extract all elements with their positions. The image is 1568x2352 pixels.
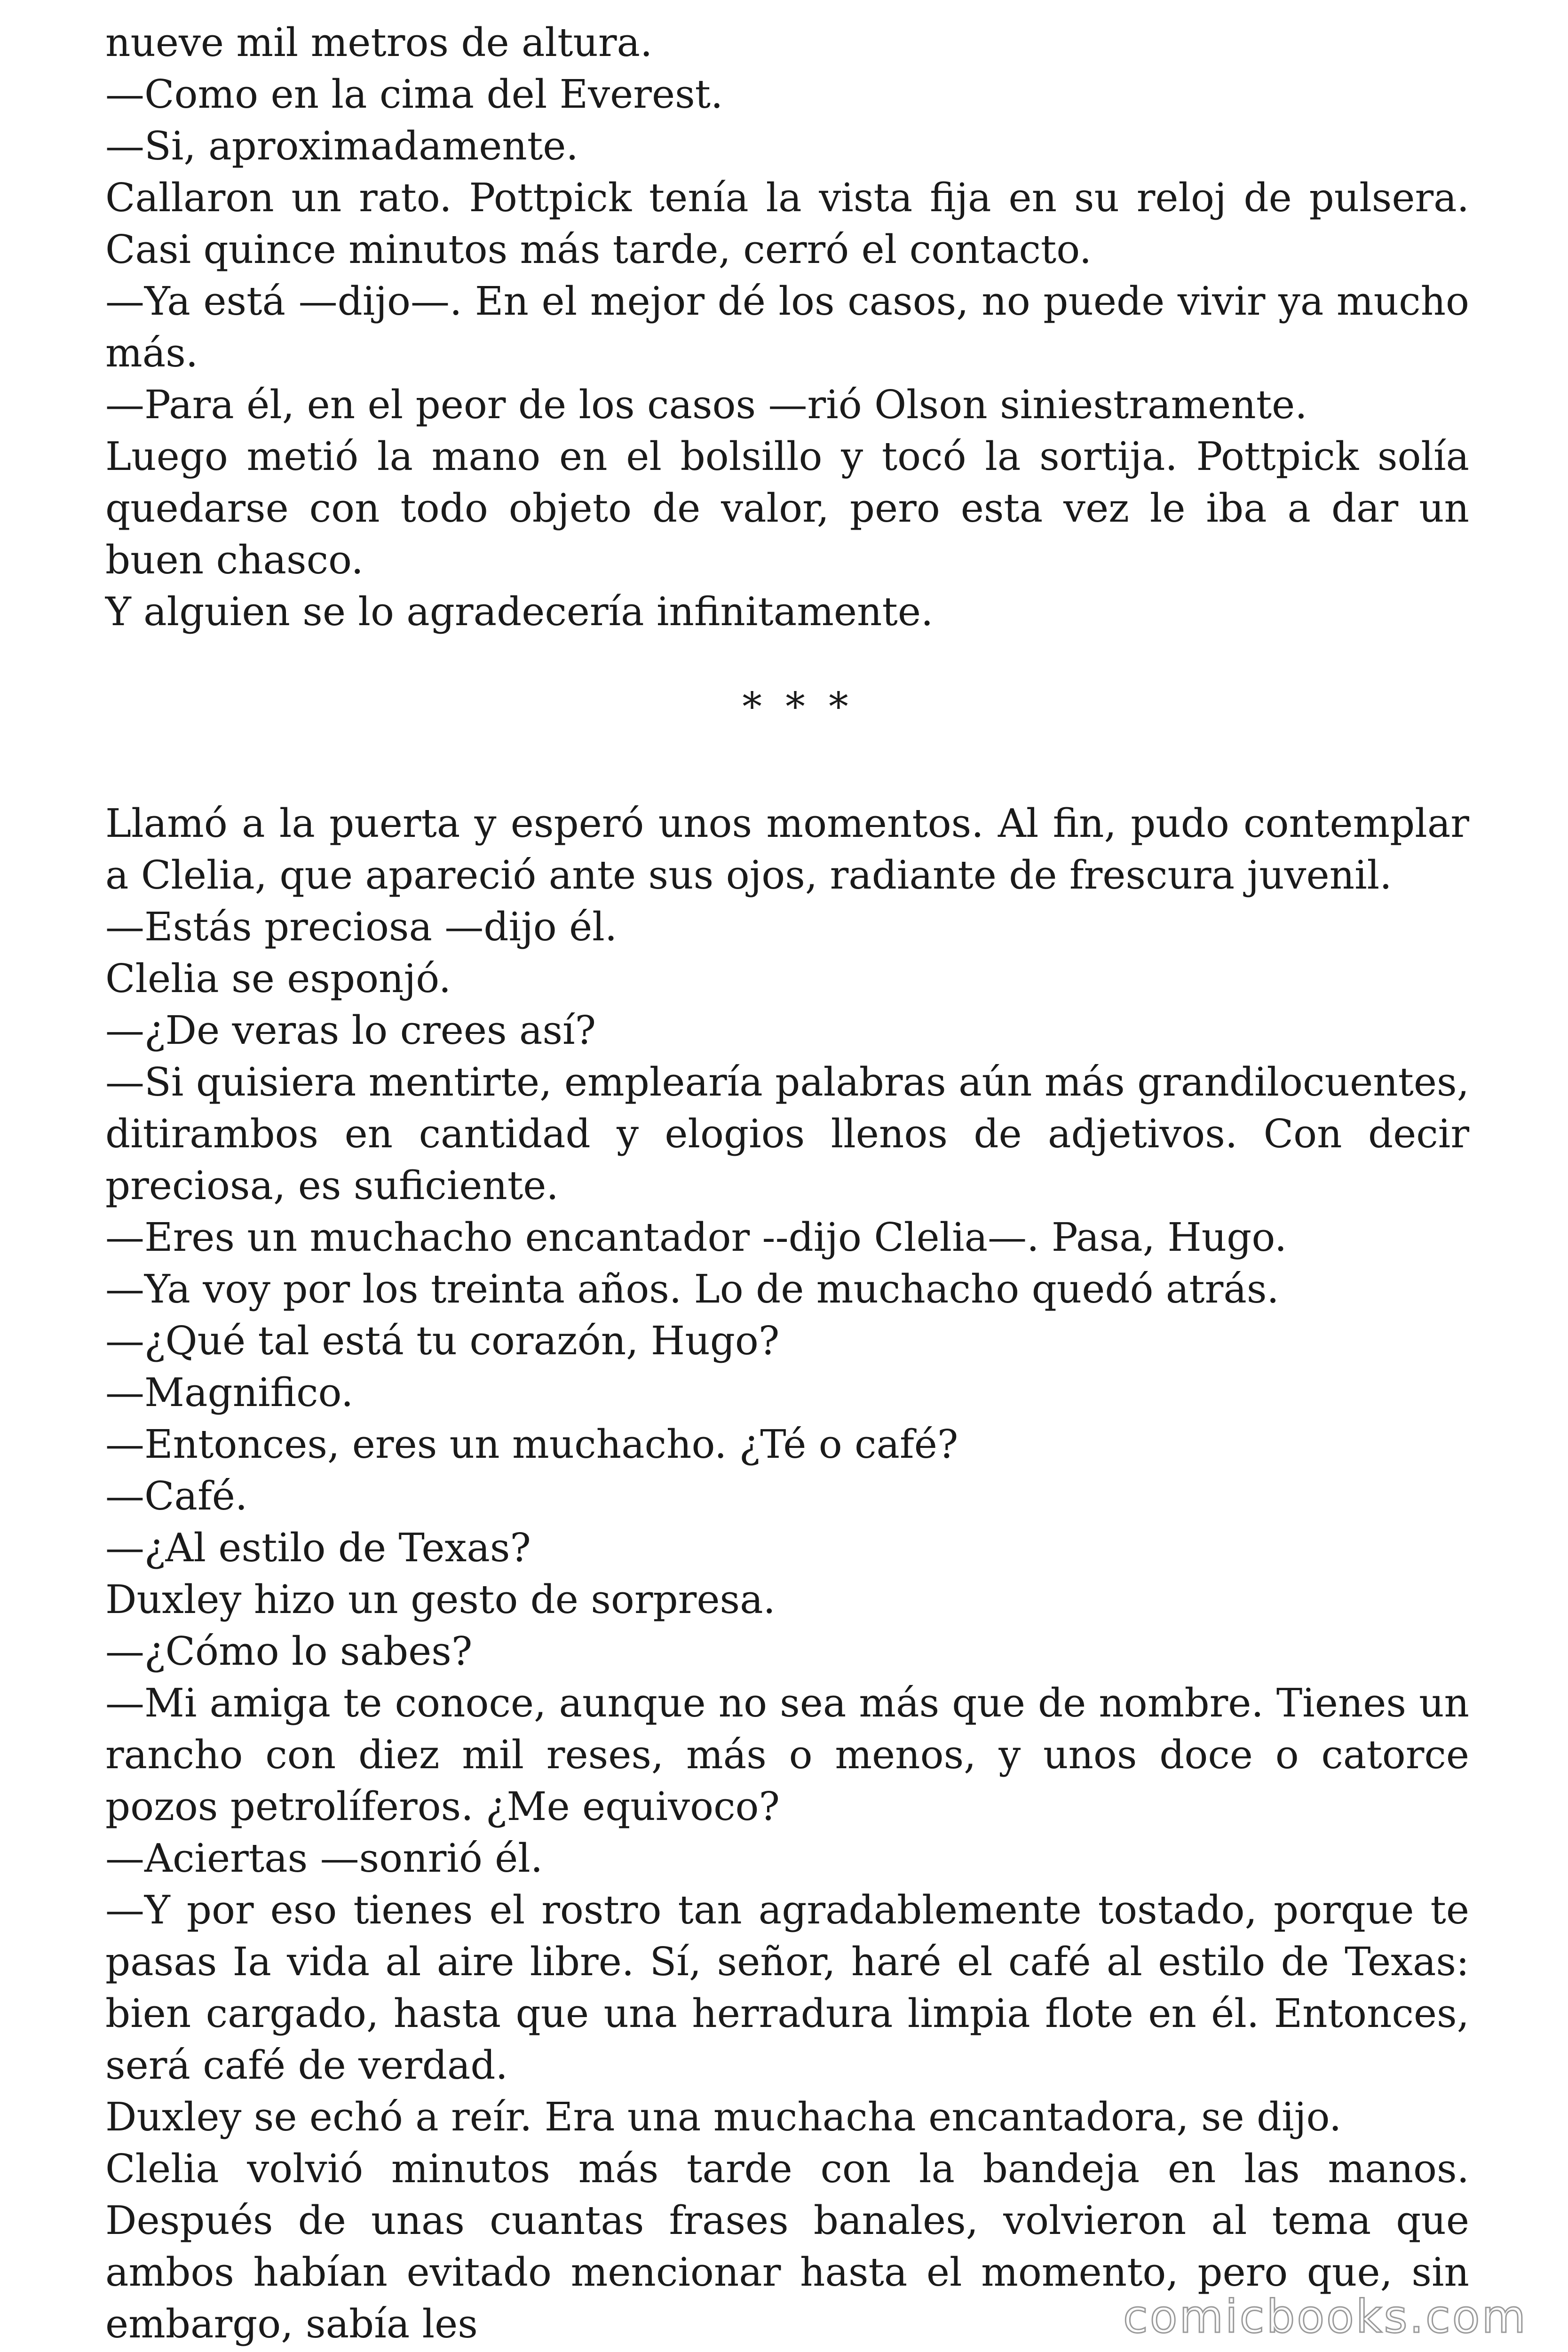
paragraph: —Ya está —dijo—. En el mejor dé los casos, no puede vivir ya mucho más. [105,278,1469,376]
paragraph: Llamó a la puerta y esperó unos momentos. Al fin, pudo contemplar a Clelia, que apareció ante sus ojos, radiante de frescura juvenil. [105,801,1469,898]
paragraph: Duxley se echó a reír. Era una muchacha encantadora, se dijo. [105,2094,1342,2140]
paragraph: —Eres un muchacho encantador --dijo Clelia—. Pasa, Hugo. [105,1215,1287,1260]
section-separator: * * * [742,684,854,730]
paragraph: —Entonces, eres un muchacho. ¿Té o café? [105,1422,958,1467]
paragraph: —Ya voy por los treinta años. Lo de muchacho quedó atrás. [105,1266,1279,1312]
paragraph: —Para él, en el peor de los casos —rió Olson siniestramente. [105,382,1307,428]
paragraph: —Aciertas —sonrió él. [105,1836,543,1881]
paragraph: —Si, aproximadamente. [105,123,578,169]
paragraph: Clelia se esponjó. [105,956,451,1001]
paragraph: —¿Qué tal está tu corazón, Hugo? [105,1318,780,1364]
paragraph: —Café. [105,1473,248,1519]
paragraph: Duxley hizo un gesto de sorpresa. [105,1577,776,1622]
paragraph: —Y por eso tienes el rostro tan agradablemente tostado, porque te pasas Ia vida al aire libre. Sí, señor, haré el café al estilo de Texas: bien cargado, hasta que una herradura limpia flote en él. Entonces, será café de verdad. [105,1887,1469,2088]
watermark: comicbooks.com [1123,2290,1528,2343]
paragraph: Callaron un rato. Pottpick tenía la vista fija en su reloj de pulsera. Casi quince minutos más tarde, cerró el contacto. [105,175,1469,272]
paragraph: —¿Cómo lo sabes? [105,1629,473,1674]
paragraph: —Estás preciosa —dijo él. [105,904,618,950]
text-block-top [105,17,1469,638]
paragraph: Y alguien se lo agradecería infinitamente. [105,589,934,635]
paragraph: Luego metió la mano en el bolsillo y tocó la sortija. Pottpick solía quedarse con todo objeto de valor, pero esta vez le iba a dar un buen chasco. [105,434,1469,583]
paragraph: —Si quisiera mentirte, emplearía palabras aún más grandilocuentes, ditirambos en cantidad y elogios llenos de adjetivos. Con decir preciosa, es suficiente. [105,1059,1469,1208]
paragraph: Clelia volvió minutos más tarde con la bandeja en las manos. Después de unas cuantas frases banales, volvieron al tema que ambos habían evitado mencionar hasta el momento, pero que, sin embargo, sabía les [105,2146,1469,2347]
paragraph: —¿Al estilo de Texas? [105,1525,531,1571]
paragraph: —Como en la cima del Everest. [105,72,723,117]
text-block-bottom [105,798,1469,2350]
paragraph: —Mi amiga te conoce, aunque no sea más que de nombre. Tienes un rancho con diez mil reses, más o menos, y unos doce o catorce pozos petrolíferos. ¿Me equivoco? [105,1680,1469,1829]
paragraph: —Magnifico. [105,1370,354,1415]
paragraph: nueve mil metros de altura. [105,20,653,65]
paragraph: —¿De veras lo crees así? [105,1008,596,1053]
